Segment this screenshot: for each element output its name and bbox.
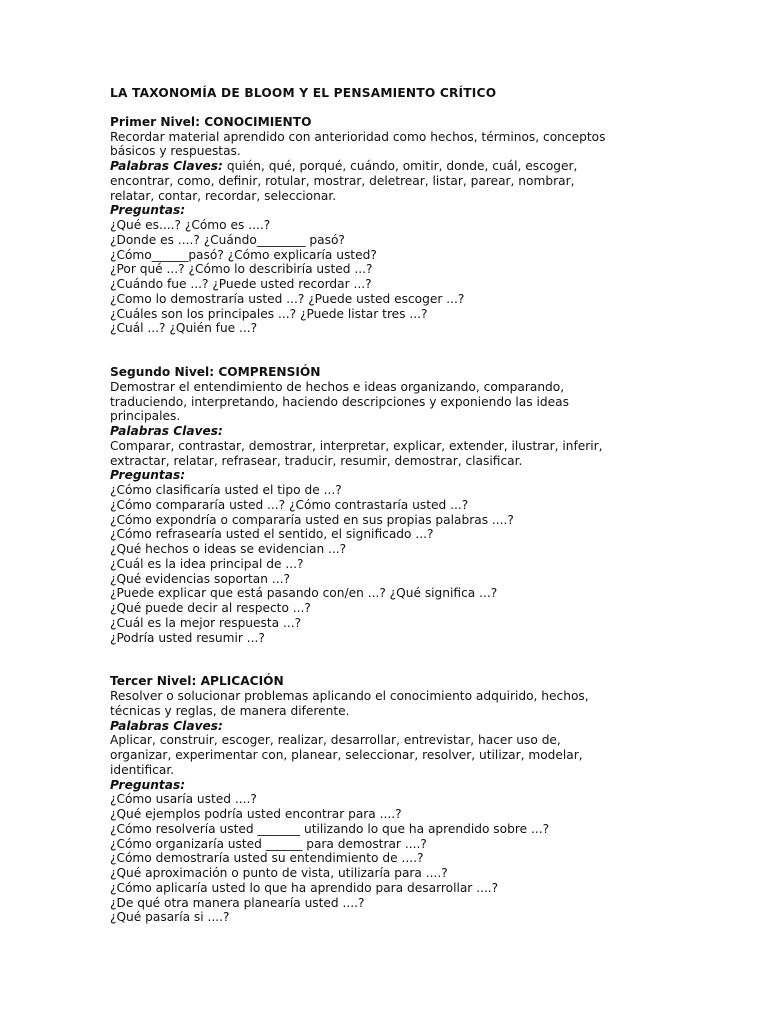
keywords-text: quién, qué, porqué, cuándo, omitir, donde, cuál, escoger, — [226, 159, 578, 173]
description-line: técnicas y reglas, de manera diferente. — [110, 703, 350, 718]
question-line: ¿Puede explicar que está pasando con/en ...? ¿Qué significa ...? — [110, 586, 498, 601]
description-line: principales. — [110, 409, 181, 424]
document-title: LA TAXONOMÍA DE BLOOM Y EL PENSAMIENTO CRÍTICO — [110, 86, 497, 100]
questions-label: Preguntas: — [110, 203, 186, 218]
question-line: ¿Por qué ...? ¿Cómo lo describiría usted ...? — [110, 262, 373, 277]
keywords-label: Palabras Claves: — [110, 718, 223, 733]
question-line: ¿Cómo organizaría usted ______ para demostrar ....? — [110, 836, 427, 851]
question-line: ¿Como lo demostraría usted ...? ¿Puede usted escoger ...? — [110, 291, 465, 306]
question-line: ¿Cuál es la mejor respuesta ...? — [110, 615, 302, 630]
question-line: ¿Cuándo fue ...? ¿Puede usted recordar ...? — [110, 277, 372, 291]
keywords-line: organizar, experimentar con, planear, seleccionar, resolver, utilizar, modelar, — [110, 748, 583, 762]
question-line: ¿Cómo refrasearía usted el sentido, el significado ...? — [110, 527, 434, 542]
question-line: ¿Qué aproximación o punto de vista, utilizaría para ....? — [110, 866, 448, 880]
description-line: Demostrar el entendimiento de hechos e ideas organizando, comparando, — [110, 379, 565, 394]
question-line: ¿Cómo______pasó? ¿Cómo explicaría usted? — [110, 247, 377, 262]
question-line: ¿Cuáles son los principales ...? ¿Puede listar tres ...? — [110, 306, 428, 321]
section-heading: Primer Nivel: CONOCIMIENTO — [110, 114, 312, 129]
keywords-line — [110, 159, 750, 174]
keywords-line: encontrar, como, definir, rotular, mostrar, deletrear, listar, parear, nombrar, — [110, 173, 575, 188]
section-heading: Segundo Nivel: COMPRENSIÓN — [110, 365, 321, 379]
question-line: ¿Qué es....? ¿Cómo es ....? — [110, 218, 271, 232]
question-line: ¿Cómo resolvería usted _______ utilizando lo que ha aprendido sobre ...? — [110, 821, 550, 836]
keywords-line: Comparar, contrastar, demostrar, interpretar, explicar, extender, ilustrar, inferir, — [110, 438, 603, 453]
keywords-line: identificar. — [110, 762, 175, 777]
keywords-label: Palabras Claves: — [110, 424, 223, 438]
section-heading: Tercer Nivel: APLICACIÓN — [110, 674, 284, 689]
question-line: ¿Cuál ...? ¿Quién fue ...? — [110, 321, 258, 336]
question-line: ¿De qué otra manera planearía usted ....? — [110, 895, 365, 910]
section-comprension — [110, 365, 750, 645]
question-line: ¿Qué ejemplos podría usted encontrar para ....? — [110, 807, 402, 821]
description-line: básicos y respuestas. — [110, 144, 241, 159]
document-page — [110, 86, 750, 925]
question-line: ¿Qué hechos o ideas se evidencian ...? — [110, 542, 347, 556]
question-line: ¿Donde es ....? ¿Cuándo________ pasó? — [110, 232, 345, 247]
description-line: Resolver o solucionar problemas aplicando el conocimiento adquirido, hechos, — [110, 689, 589, 703]
question-line: ¿Cuál es la idea principal de ...? — [110, 556, 304, 571]
questions-label: Preguntas: — [110, 468, 186, 483]
question-line: ¿Podría usted resumir ...? — [110, 630, 265, 645]
keywords-line: Aplicar, construir, escoger, realizar, desarrollar, entrevistar, hacer uso de, — [110, 733, 561, 748]
questions-label: Preguntas: — [110, 777, 186, 792]
question-line: ¿Cómo expondría o compararía usted en sus propias palabras ....? — [110, 512, 514, 527]
question-line: ¿Qué evidencias soportan ...? — [110, 571, 290, 586]
keywords-line: extractar, relatar, refrasear, traducir, resumir, demostrar, clasificar. — [110, 453, 523, 468]
question-line: ¿Cómo usaría usted ....? — [110, 792, 257, 807]
section-aplicacion — [110, 674, 750, 925]
question-line: ¿Cómo compararía usted ...? ¿Cómo contrastaría usted ...? — [110, 497, 469, 512]
description-line: traduciendo, interpretando, haciendo descripciones y exponiendo las ideas — [110, 394, 569, 409]
keywords-line: relatar, contar, recordar, seleccionar. — [110, 188, 337, 203]
question-line: ¿Cómo demostraría usted su entendimiento de ....? — [110, 851, 424, 866]
question-line: ¿Qué pasaría si ....? — [110, 910, 230, 925]
question-line: ¿Cómo clasificaría usted el tipo de ...? — [110, 483, 342, 497]
description-line: Recordar material aprendido con anterioridad como hechos, términos, conceptos — [110, 129, 606, 144]
keywords-label: Palabras Claves: — [110, 159, 223, 173]
question-line: ¿Cómo aplicaría usted lo que ha aprendido para desarrollar ....? — [110, 880, 499, 895]
section-conocimiento — [110, 115, 750, 336]
question-line: ¿Qué puede decir al respecto ...? — [110, 601, 311, 615]
